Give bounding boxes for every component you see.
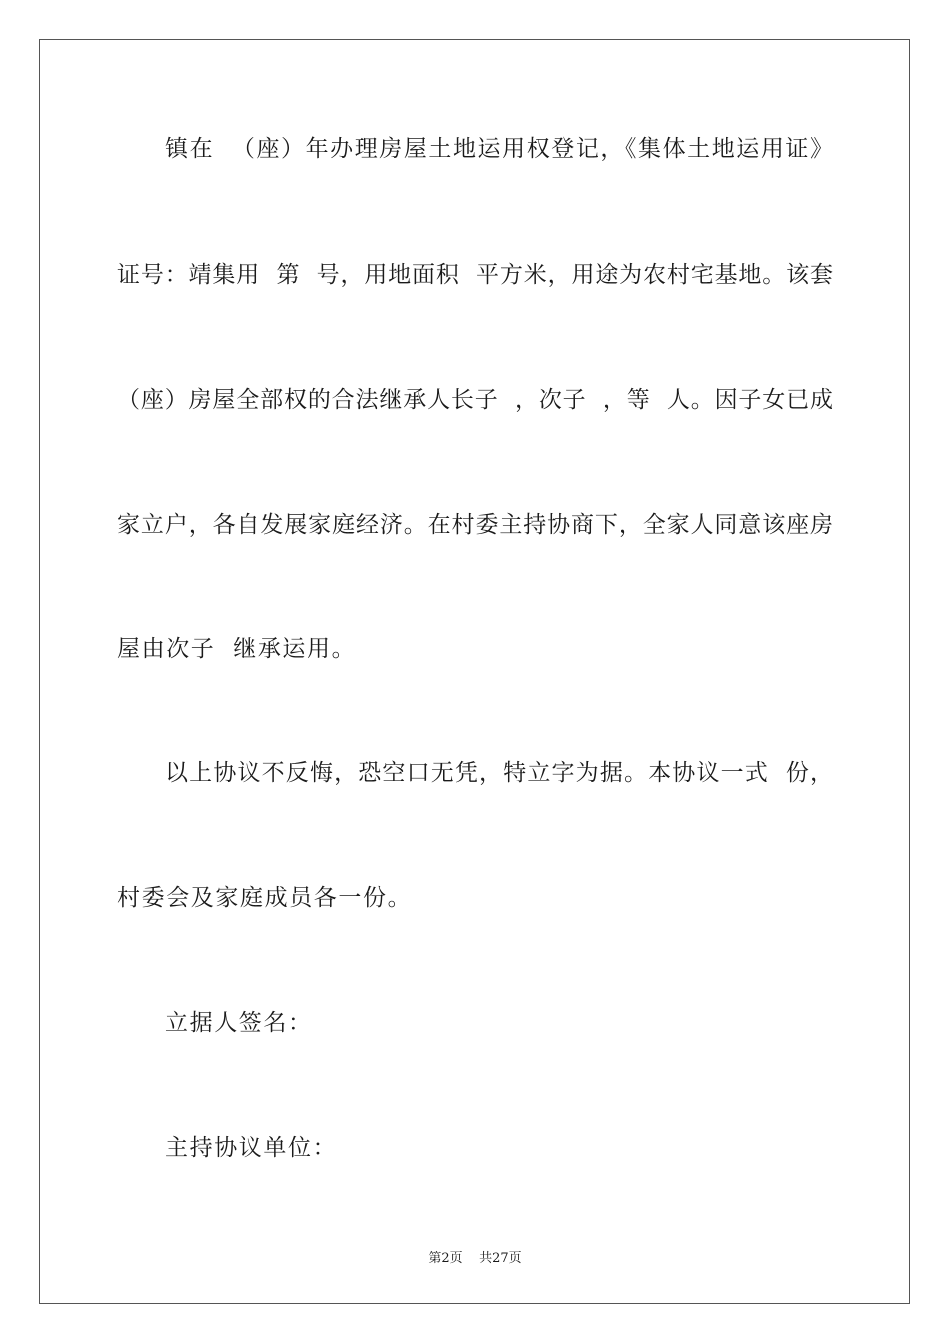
- paragraph-line: 屋由次子 继承运用。: [117, 636, 357, 662]
- page-border: [39, 39, 910, 1304]
- paragraph-line: 家立户，各自发展家庭经济。在村委主持协商下，全家人同意该座房: [117, 512, 833, 538]
- paragraph-line: 村委会及家庭成员各一份。: [117, 885, 413, 911]
- paragraph-line: 镇在 （座）年办理房屋土地运用权登记，《集体土地运用证》: [165, 136, 833, 162]
- page-number: 第2页 共27页: [428, 1251, 522, 1266]
- host-unit-label: 主持协议单位：: [165, 1135, 338, 1161]
- paragraph-line: 证号：靖集用 第 号，用地面积 平方米，用途为农村宅基地。该套: [117, 262, 833, 288]
- signer-label: 立据人签名：: [165, 1010, 313, 1036]
- paragraph-line: （座）房屋全部权的合法继承人长子 ，次子 ，等 人。因子女已成: [117, 387, 833, 413]
- paragraph-line: 以上协议不反悔，恐空口无凭，特立字为据。本协议一式 份，: [165, 760, 833, 786]
